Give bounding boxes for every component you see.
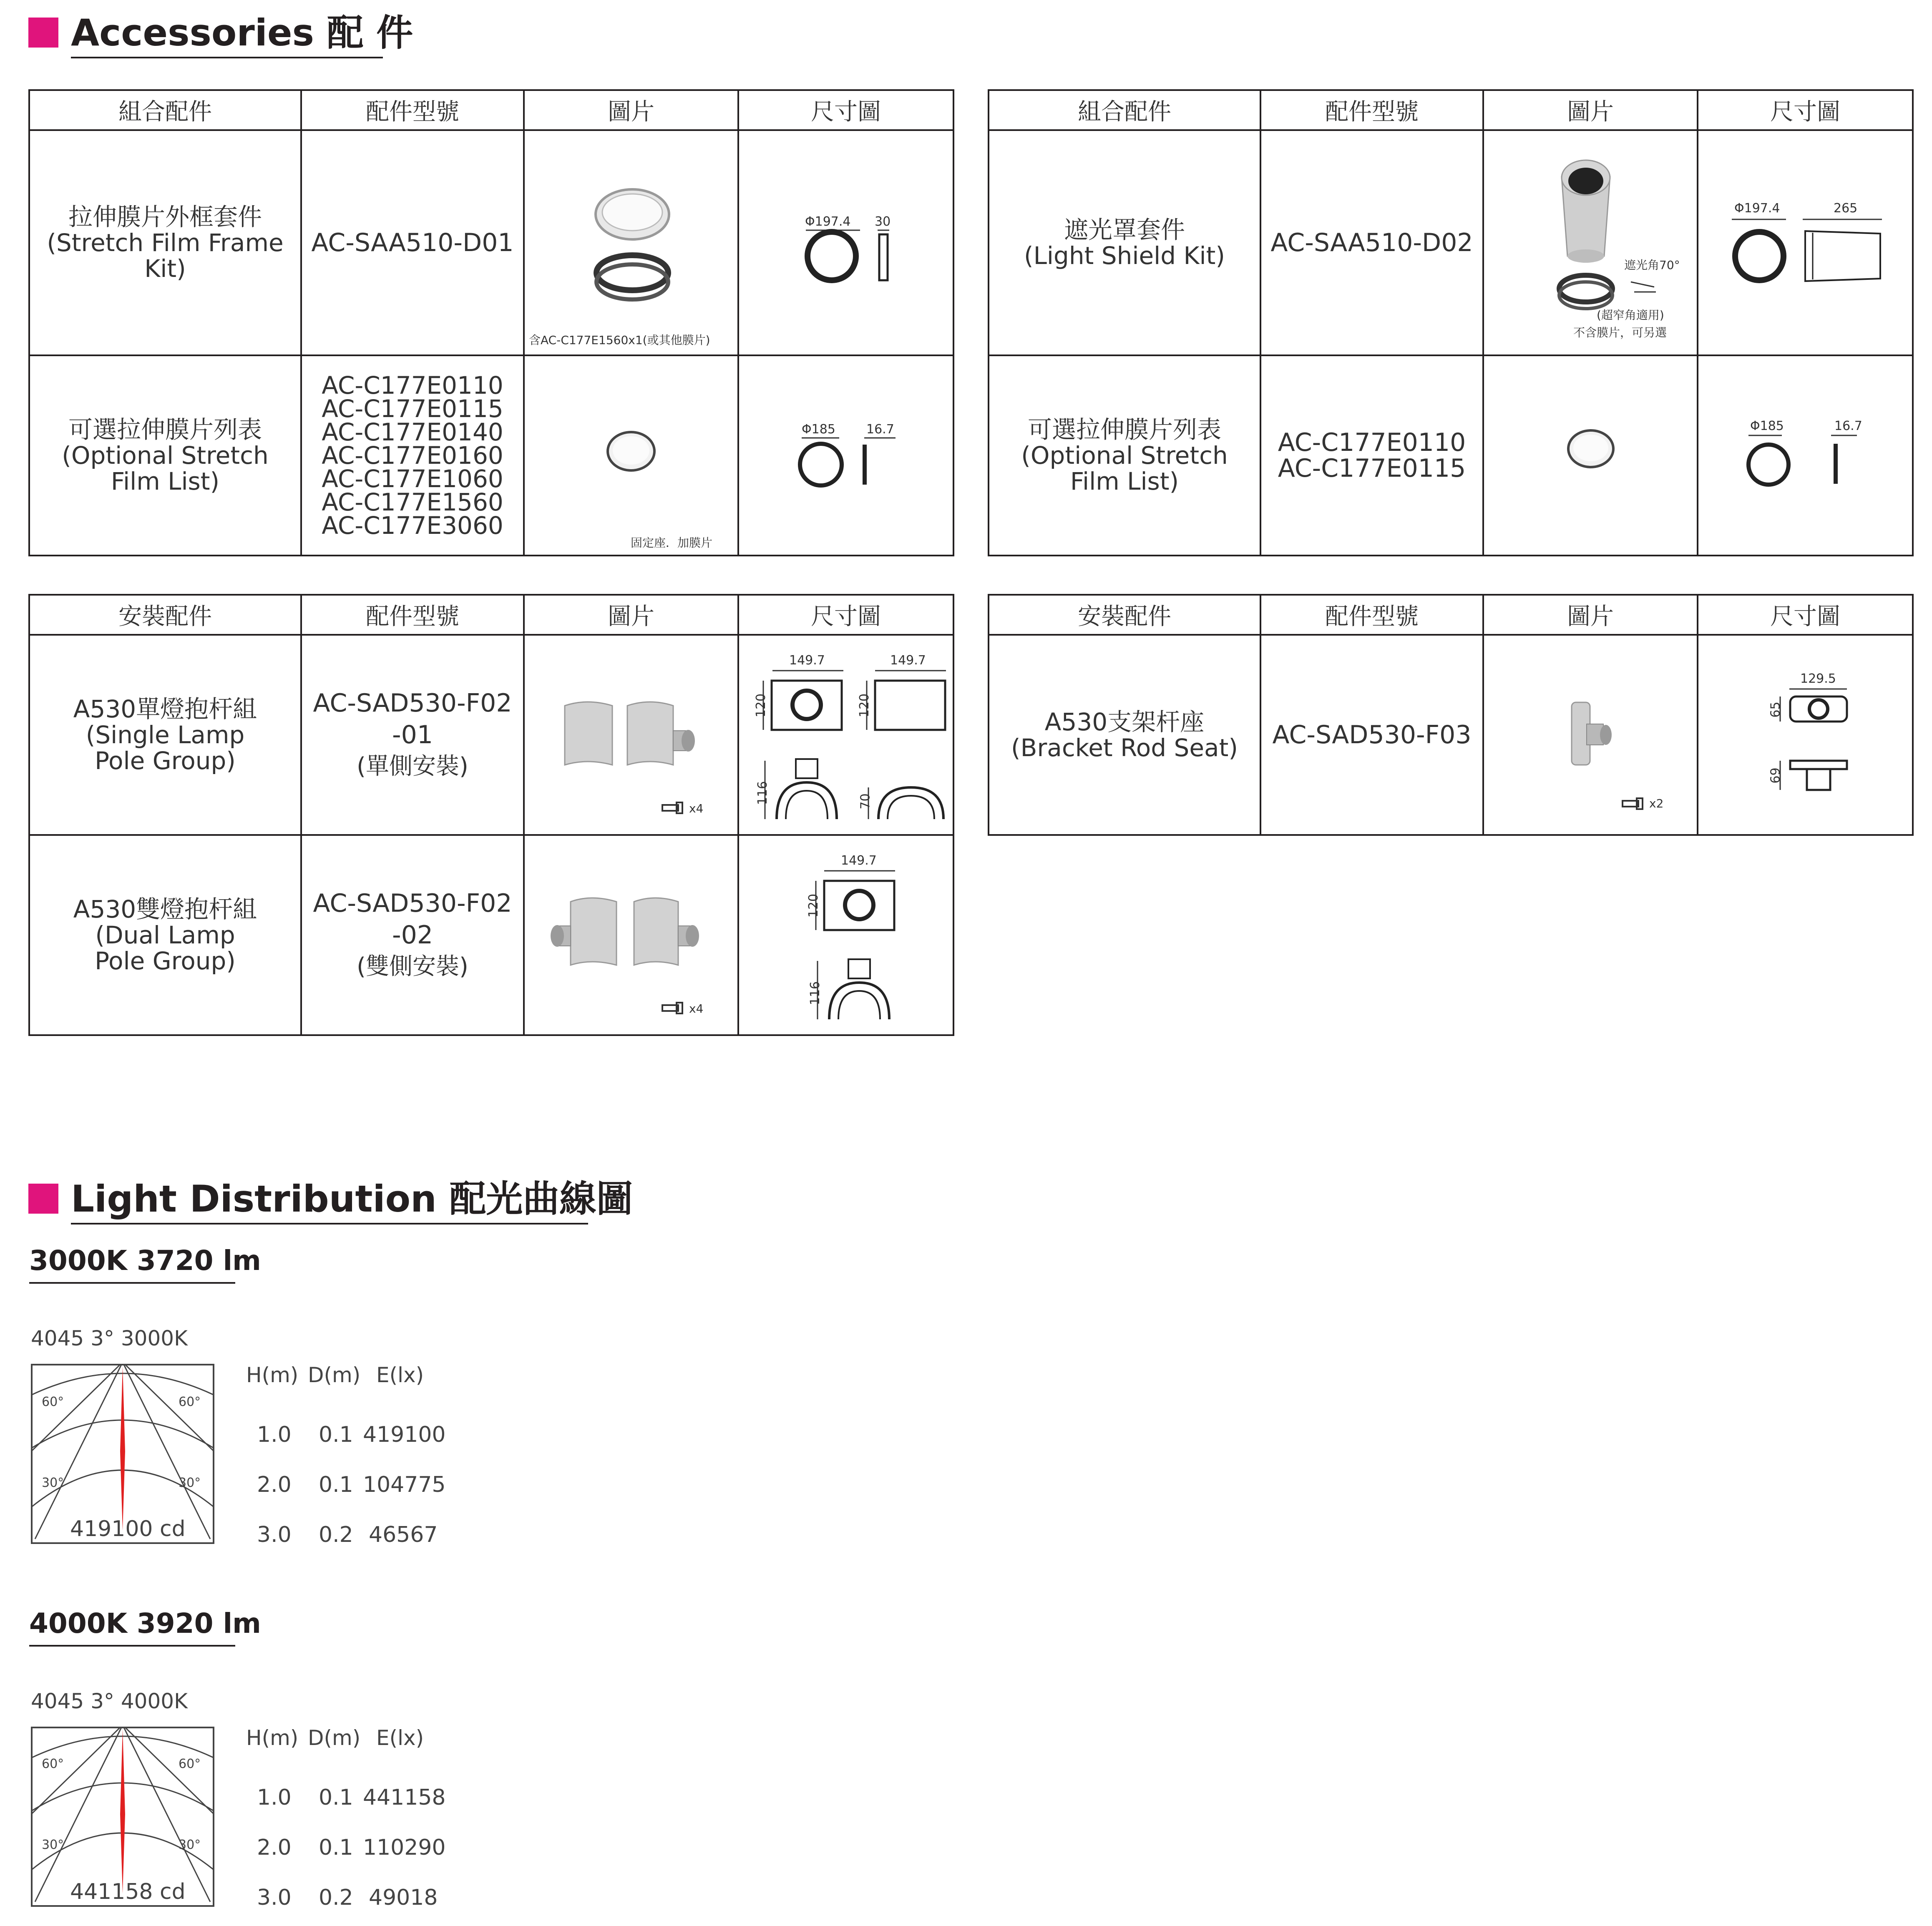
item-name: 可選拉伸膜片列表 (Optional Stretch Film List) <box>29 355 301 556</box>
angle-label: 30° <box>179 1838 201 1852</box>
col-header-illuminance: E(lx) <box>376 1363 424 1387</box>
dim-label: 16.7 <box>1834 419 1862 433</box>
item-picture <box>524 355 738 556</box>
dimension-drawing <box>1698 131 1913 355</box>
col-header-picture: 圖片 <box>1483 595 1698 635</box>
section-underline <box>71 57 383 58</box>
col-header-diameter: D(m) <box>308 1726 361 1750</box>
frame-kit-image <box>525 131 738 355</box>
col-header-model: 配件型號 <box>301 595 524 635</box>
dim-label: Φ197.4 <box>1734 201 1780 216</box>
col-header-model: 配件型號 <box>1260 90 1483 130</box>
row-height: 1.0 <box>257 1785 292 1810</box>
dimension-drawing <box>1698 636 1913 834</box>
picture-note: 固定座．加膜片 <box>631 536 713 550</box>
picture-note: 不含膜片，可另選 <box>1573 326 1667 339</box>
row-height: 1.0 <box>257 1422 292 1447</box>
angle-label: 30° <box>179 1476 201 1490</box>
polar-label: 4045 3° 3000K <box>31 1326 188 1350</box>
accessories-header <box>28 10 413 60</box>
row-diameter: 0.2 <box>319 1522 353 1547</box>
film-image <box>1484 356 1698 555</box>
light-shield-image <box>1484 131 1698 355</box>
table-row <box>29 635 953 835</box>
row-illuminance: 104775 <box>363 1472 446 1497</box>
dim-label: 129.5 <box>1800 671 1836 686</box>
item-name: A530支架杆座 (Bracket Rod Seat) <box>989 635 1260 835</box>
row-height: 3.0 <box>257 1522 292 1547</box>
item-model: AC-SAA510-D02 <box>1260 130 1483 355</box>
peak-intensity: 419100 cd <box>70 1516 186 1541</box>
item-dimension <box>1698 130 1913 355</box>
angle-label: 60° <box>42 1757 64 1771</box>
item-name: A530雙燈抱杆組 (Dual Lamp Pole Group) <box>29 835 301 1035</box>
item-name: 可選拉伸膜片列表 (Optional Stretch Film List) <box>989 355 1260 556</box>
dim-label: 265 <box>1834 201 1858 216</box>
row-diameter: 0.1 <box>319 1422 353 1447</box>
dim-label: 70 <box>858 793 873 810</box>
install-table-right <box>988 594 1914 836</box>
col-header-model: 配件型號 <box>301 90 524 130</box>
dim-label: Φ185 <box>1750 419 1784 433</box>
title-underline <box>29 1645 235 1647</box>
table-row <box>29 355 953 556</box>
section-marker <box>28 1184 58 1214</box>
row-diameter: 0.1 <box>319 1785 353 1810</box>
row-height: 2.0 <box>257 1835 292 1860</box>
row-diameter: 0.2 <box>319 1885 353 1910</box>
table-row <box>29 835 953 1035</box>
item-picture <box>524 130 738 355</box>
col-header-picture: 圖片 <box>1483 90 1698 130</box>
screw-count: x4 <box>689 1002 704 1016</box>
picture-note: 含AC-C177E1560x1(或其他膜片) <box>529 333 710 347</box>
col-header-height: H(m) <box>246 1363 299 1387</box>
table-row <box>29 130 953 355</box>
item-model-list: AC-C177E0110 AC-C177E0115 AC-C177E0140 AC-C177E0160 AC-C177E1060 AC-C177E1560 AC-C177E3060 <box>301 355 524 556</box>
col-header-model: 配件型號 <box>1260 595 1483 635</box>
item-name: 拉伸膜片外框套件 (Stretch Film Frame Kit) <box>29 130 301 355</box>
film-image <box>525 356 738 555</box>
table-row <box>989 355 1913 556</box>
angle-label: 30° <box>42 1838 64 1852</box>
col-header-illuminance: E(lx) <box>376 1726 424 1750</box>
section-title: Accessories 配 件 <box>71 11 413 54</box>
table-row <box>989 130 1913 355</box>
angle-label: 60° <box>42 1395 64 1409</box>
dimension-drawing <box>739 356 953 555</box>
row-illuminance: 110290 <box>363 1835 446 1860</box>
col-header-picture: 圖片 <box>524 595 738 635</box>
dim-label: 120 <box>754 693 769 718</box>
section-underline <box>71 1223 588 1224</box>
bracket-rod-seat-image <box>1484 636 1698 834</box>
col-header-picture: 圖片 <box>524 90 738 130</box>
dim-label: Φ185 <box>802 422 835 437</box>
item-dimension <box>1698 355 1913 556</box>
col-header-dimension: 尺寸圖 <box>1698 90 1913 130</box>
col-header-combo: 組合配件 <box>29 90 301 130</box>
row-diameter: 0.1 <box>319 1472 353 1497</box>
dim-label: 116 <box>808 981 823 1006</box>
polar-label: 4045 3° 4000K <box>31 1689 188 1713</box>
dim-label: 149.7 <box>890 653 926 668</box>
item-model: AC-SAD530-F02 -02 (雙側安裝) <box>301 835 524 1035</box>
dim-label: 120 <box>806 893 821 918</box>
item-picture <box>1483 355 1698 556</box>
col-header-install: 安裝配件 <box>989 595 1260 635</box>
picture-note: (超窄角適用) <box>1597 308 1664 322</box>
item-picture <box>524 635 738 835</box>
item-picture <box>524 835 738 1035</box>
col-header-install: 安裝配件 <box>29 595 301 635</box>
dim-label: Φ197.4 <box>805 214 851 229</box>
item-model: AC-SAD530-F03 <box>1260 635 1483 835</box>
screw-count: x2 <box>1649 797 1664 810</box>
item-picture <box>1483 635 1698 835</box>
single-pole-clamp-image <box>525 636 738 834</box>
section-title: Light Distribution 配光曲線圖 <box>71 1177 633 1220</box>
item-dimension <box>738 355 953 556</box>
dim-label: 116 <box>755 781 770 805</box>
dual-pole-clamp-image <box>525 836 738 1034</box>
col-header-dimension: 尺寸圖 <box>738 595 953 635</box>
item-name: A530單燈抱杆組 (Single Lamp Pole Group) <box>29 635 301 835</box>
combo-table-right <box>988 89 1914 556</box>
table-row <box>989 635 1913 835</box>
angle-label: 30° <box>42 1476 64 1490</box>
distribution-title: 4000K 3920 lm <box>29 1607 261 1639</box>
item-model: AC-SAA510-D01 <box>301 130 524 355</box>
col-header-combo: 組合配件 <box>989 90 1260 130</box>
item-dimension <box>738 635 953 835</box>
row-illuminance: 46567 <box>369 1522 438 1547</box>
item-dimension <box>738 835 953 1035</box>
angle-label: 60° <box>179 1757 201 1771</box>
screw-count: x4 <box>689 802 704 815</box>
col-header-dimension: 尺寸圖 <box>1698 595 1913 635</box>
row-height: 3.0 <box>257 1885 292 1910</box>
col-header-height: H(m) <box>246 1726 299 1750</box>
col-header-dimension: 尺寸圖 <box>738 90 953 130</box>
dimension-drawing <box>739 131 953 355</box>
dim-label: 30 <box>875 214 891 229</box>
row-illuminance: 441158 <box>363 1785 446 1810</box>
dim-label: 16.7 <box>866 422 894 437</box>
item-picture <box>1483 130 1698 355</box>
distribution-title: 3000K 3720 lm <box>29 1245 261 1277</box>
row-illuminance: 49018 <box>369 1885 438 1910</box>
title-underline <box>29 1282 235 1284</box>
picture-note: 遮光角70° <box>1624 258 1680 272</box>
item-name: 遮光罩套件 (Light Shield Kit) <box>989 130 1260 355</box>
dim-label: 149.7 <box>789 653 825 668</box>
combo-table-left <box>28 89 954 556</box>
dimension-drawing <box>1698 356 1913 555</box>
col-header-diameter: D(m) <box>308 1363 361 1387</box>
row-illuminance: 419100 <box>363 1422 446 1447</box>
dim-label: 149.7 <box>841 853 877 868</box>
item-model: AC-SAD530-F02 -01 (單側安裝) <box>301 635 524 835</box>
row-diameter: 0.1 <box>319 1835 353 1860</box>
dim-label: 120 <box>857 693 872 718</box>
light-distribution-header <box>28 1176 633 1226</box>
item-dimension <box>738 130 953 355</box>
row-height: 2.0 <box>257 1472 292 1497</box>
section-marker <box>28 18 58 48</box>
angle-label: 60° <box>179 1395 201 1409</box>
peak-intensity: 441158 cd <box>70 1879 186 1904</box>
install-table-left <box>28 594 954 1036</box>
item-model-list: AC-C177E0110 AC-C177E0115 <box>1260 355 1483 556</box>
dim-label: 65 <box>1768 702 1783 718</box>
dim-label: 69 <box>1768 767 1783 784</box>
item-dimension <box>1698 635 1913 835</box>
